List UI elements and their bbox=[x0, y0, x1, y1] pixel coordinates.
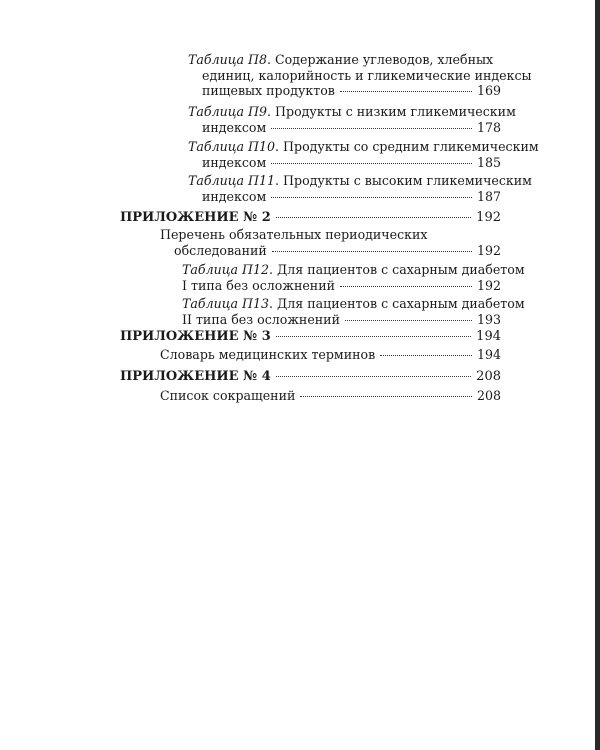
toc-entry-last-line bbox=[182, 278, 501, 294]
toc-page-number: 185 bbox=[476, 154, 501, 170]
toc-page-number: 194 bbox=[476, 329, 501, 344]
dot-leader bbox=[271, 196, 472, 198]
toc-page-number: 192 bbox=[476, 242, 501, 258]
toc-entry-prefix: Таблица П10 bbox=[188, 139, 276, 154]
toc-entry-table-p10[interactable] bbox=[188, 139, 539, 170]
toc-entry-table-p9[interactable] bbox=[188, 104, 516, 135]
toc-entry-title: . Продукты с высоким гликемическим bbox=[275, 173, 532, 188]
toc-entry-title: . Для пациентов с сахарным диабетом bbox=[269, 262, 525, 277]
dot-leader bbox=[271, 127, 472, 129]
toc-entry-line bbox=[188, 139, 539, 155]
scan-page-edge bbox=[595, 0, 600, 750]
toc-entry-last-line bbox=[160, 243, 501, 259]
toc-entry-title-cont: индексом bbox=[202, 188, 267, 204]
toc-page-number: 169 bbox=[476, 83, 501, 98]
toc-entry-prefix: Таблица П13 bbox=[182, 296, 270, 311]
toc-page-number: 193 bbox=[476, 311, 501, 327]
toc-entry-title: . Содержание углеводов, хлебных bbox=[267, 52, 494, 67]
toc-entry-prefix: Таблица П8 bbox=[188, 52, 268, 67]
dot-leader bbox=[276, 216, 471, 218]
toc-page-number: 187 bbox=[476, 188, 501, 204]
toc-entry-table-p13[interactable] bbox=[182, 296, 525, 327]
toc-entry-appendix-3[interactable] bbox=[120, 329, 501, 345]
dot-leader bbox=[345, 319, 472, 321]
appendix-heading: ПРИЛОЖЕНИЕ № 4 bbox=[120, 369, 271, 384]
toc-entry-title-cont: обследований bbox=[174, 242, 267, 258]
dot-leader bbox=[276, 335, 471, 337]
toc-entry-title-cont: пищевых продуктов bbox=[202, 83, 335, 98]
toc-entry-last-line bbox=[188, 155, 501, 171]
toc-entry-table-p11[interactable] bbox=[188, 173, 532, 204]
toc-page-number: 194 bbox=[476, 347, 501, 362]
toc-page-number: 208 bbox=[476, 369, 501, 384]
toc-entry-line bbox=[188, 52, 501, 68]
toc-entry-table-p12[interactable] bbox=[182, 262, 525, 293]
toc-entry-last-line bbox=[160, 347, 501, 363]
toc-page-number: 192 bbox=[476, 277, 501, 293]
toc-entry-last-line bbox=[188, 189, 501, 205]
toc-entry-last-line bbox=[120, 329, 501, 345]
toc-entry-line bbox=[182, 262, 525, 278]
dot-leader bbox=[271, 162, 472, 164]
dot-leader bbox=[300, 395, 472, 397]
toc-entry-last-line bbox=[182, 312, 501, 328]
toc-entry-appendix-2[interactable] bbox=[120, 210, 501, 226]
toc-entry-last-line bbox=[120, 210, 501, 226]
toc-entry-prefix: Таблица П11 bbox=[188, 173, 276, 188]
toc-entry-title-cont: I типа без осложнений bbox=[182, 277, 335, 293]
toc-page-number: 192 bbox=[476, 210, 501, 225]
toc-entry-abbreviations[interactable] bbox=[160, 388, 501, 404]
toc-entry-prefix: Таблица П9 bbox=[188, 104, 268, 119]
toc-entry-last-line bbox=[188, 83, 501, 99]
toc-entry-appendix-4[interactable] bbox=[120, 369, 501, 385]
toc-entry-title: . Продукты с низким гликемическим bbox=[267, 104, 516, 119]
dot-leader bbox=[380, 354, 472, 356]
toc-page-number: 208 bbox=[476, 388, 501, 403]
toc-entry-last-line bbox=[160, 388, 501, 404]
toc-entry-last-line bbox=[120, 369, 501, 385]
toc-entry-title-cont: индексом bbox=[202, 154, 267, 170]
toc-entry-title: . Продукты со средним гликемическим bbox=[275, 139, 539, 154]
toc-page-number: 178 bbox=[476, 119, 501, 135]
toc-entry-periodic-exams[interactable] bbox=[160, 227, 501, 258]
toc-entry-title-cont: индексом bbox=[202, 119, 267, 135]
toc-entry-prefix: Таблица П12 bbox=[182, 262, 270, 277]
dot-leader bbox=[340, 90, 472, 92]
appendix-heading: ПРИЛОЖЕНИЕ № 2 bbox=[120, 210, 271, 225]
toc-entry-title: Перечень обязательных периодических bbox=[160, 227, 428, 242]
toc-entry-line bbox=[182, 296, 525, 312]
toc-entry-title: Словарь медицинских терминов bbox=[160, 347, 376, 362]
toc-entry-title: Список сокращений bbox=[160, 388, 296, 403]
toc-entry-title-cont: II типа без осложнений bbox=[182, 311, 340, 327]
toc-entry-title-cont: единиц, калорийность и гликемические индексы bbox=[202, 67, 532, 83]
dot-leader bbox=[340, 285, 472, 287]
toc-entry-glossary[interactable] bbox=[160, 347, 501, 363]
appendix-heading: ПРИЛОЖЕНИЕ № 3 bbox=[120, 329, 271, 344]
dot-leader bbox=[276, 375, 471, 377]
toc-entry-table-p8[interactable] bbox=[188, 52, 532, 99]
toc-entry-line bbox=[188, 173, 532, 189]
dot-leader bbox=[272, 250, 472, 252]
toc-entry-line bbox=[188, 104, 516, 120]
toc-entry-last-line bbox=[188, 120, 501, 136]
toc-entry-title: . Для пациентов с сахарным диабетом bbox=[269, 296, 525, 311]
